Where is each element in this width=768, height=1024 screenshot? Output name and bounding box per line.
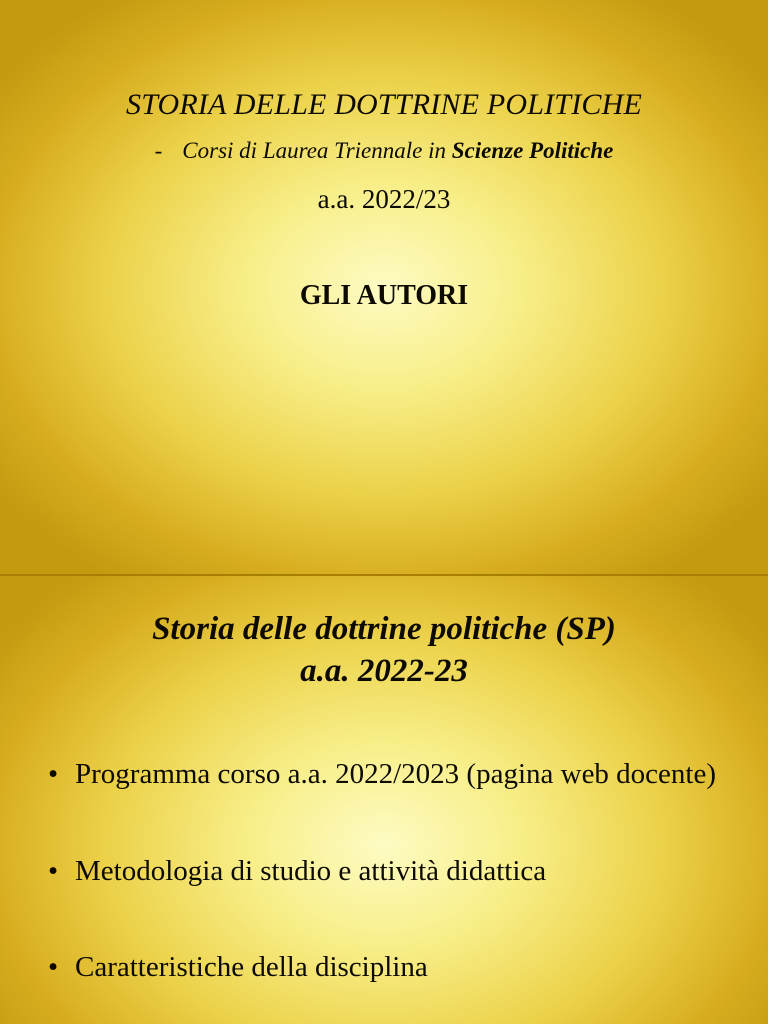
slide-1-heading: GLI AUTORI <box>299 280 469 311</box>
bullet-icon: • <box>48 758 59 790</box>
slide-1-academic-year: a.a. 2022/23 <box>317 184 451 214</box>
bullet-icon: • <box>48 855 59 887</box>
slide-2-bullet-list <box>48 756 728 986</box>
slide-1-subtitle <box>0 138 768 164</box>
slide-2-title-line-1: Storia delle dottrine politiche (SP) <box>152 611 616 647</box>
bullet-text: Metodologia di studio e attività didattica <box>75 855 547 887</box>
bullet-item <box>48 853 728 890</box>
slide-2-title-line-2: a.a. 2022-23 <box>300 653 468 689</box>
bullet-item <box>48 949 728 986</box>
bullet-text: Programma corso a.a. 2022/2023 (pagina web docente) <box>75 758 717 790</box>
slide-2-title <box>0 608 768 692</box>
subtitle-program: Scienze Politiche <box>451 138 614 163</box>
subtitle-prefix: Corsi di Laurea Triennale in <box>182 138 446 163</box>
bullet-icon: • <box>48 951 59 983</box>
subtitle-dash: - <box>154 138 163 163</box>
bullet-item <box>48 756 728 793</box>
slide-1-title: STORIA DELLE DOTTRINE POLITICHE <box>126 88 642 121</box>
bullet-text: Caratteristiche della disciplina <box>75 951 428 983</box>
